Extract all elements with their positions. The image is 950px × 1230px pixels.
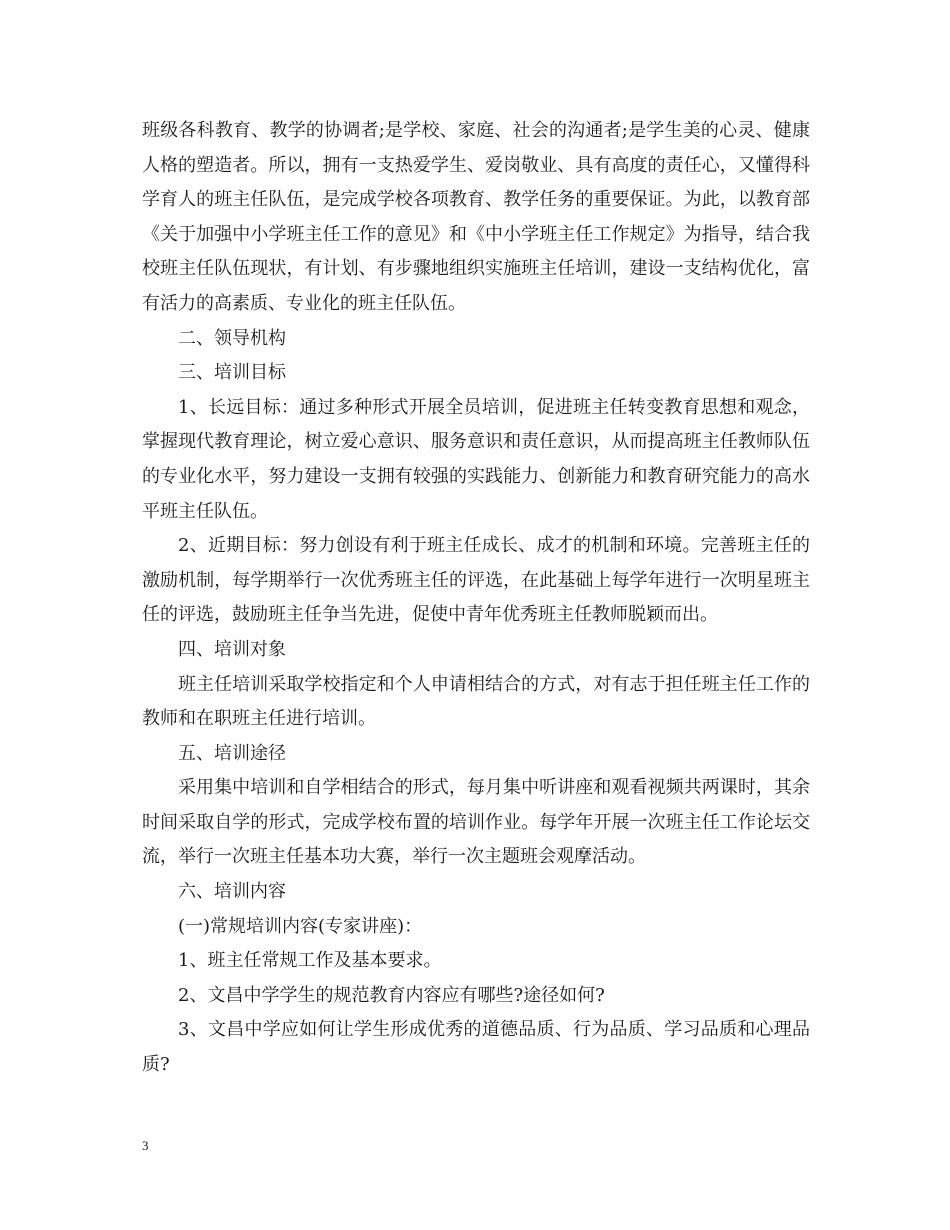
heading-training-goals: 三、培训目标 (178, 362, 286, 384)
heading-leadership: 二、领导机构 (178, 327, 286, 349)
page-number: 3 (142, 1138, 149, 1153)
heading-training-approach: 五、培训途径 (178, 742, 286, 764)
paragraph-training-approach: 采用集中培训和自学相结合的形式，每月集中听讲座和观看视频共两课时，其余时间采取自学的形式，完成学校布置的培训作业。每学年开展一次班主任工作论坛交流，举行一次班主任基本功大赛，举行一次主题班会观摩活动。 (142, 777, 810, 868)
paragraph-training-target: 班主任培训采取学校指定和个人申请相结合的方式，对有志于担任班主任工作的教师和在职班主任进行培训。 (142, 673, 810, 730)
list-item-2: 2、文昌中学学生的规范教育内容应有哪些?途径如何? (178, 984, 605, 1006)
list-item-1: 1、班主任常规工作及基本要求。 (178, 950, 442, 972)
heading-training-target: 四、培训对象 (178, 638, 286, 660)
paragraph-intro: 班级各科教育、教学的协调者;是学校、家庭、社会的沟通者;是学生美的心灵、健康人格的塑造者。所以，拥有一支热爱学生、爱岗敬业、具有高度的责任心，又懂得科学育人的班主任队伍，是完成学校各项教育、教学任务的重要保证。为此，以教育部《关于加强中小学班主任工作的意见》和《中小学班主任工作规定》为指导，结合我校班主任队伍现状，有计划、有步骤地组织实施班主任培训，建设一支结构优化，富有活力的高素质、专业化的班主任队伍。 (142, 120, 810, 314)
document-body (142, 114, 810, 1083)
heading-training-content: 六、培训内容 (178, 881, 286, 903)
subheading-regular-training: (一)常规培训内容(专家讲座)： (178, 915, 423, 937)
paragraph-short-term-goal: 2、近期目标：努力创设有利于班主任成长、成才的机制和环境。完善班主任的激励机制，每学期举行一次优秀班主任的评选，在此基础上每学年进行一次明星班主任的评选，鼓励班主任争当先进，促使中青年优秀班主任教师脱颖而出。 (142, 535, 810, 626)
paragraph-long-term-goal: 1、长远目标：通过多种形式开展全员培训，促进班主任转变教育思想和观念，掌握现代教育理论，树立爱心意识、服务意识和责任意识，从而提高班主任教师队伍的专业化水平，努力建设一支拥有较强的实践能力、创新能力和教育研究能力的高水平班主任队伍。 (142, 396, 810, 522)
list-item-3: 3、文昌中学应如何让学生形成优秀的道德品质、行为品质、学习品质和心理品质? (142, 1019, 810, 1076)
